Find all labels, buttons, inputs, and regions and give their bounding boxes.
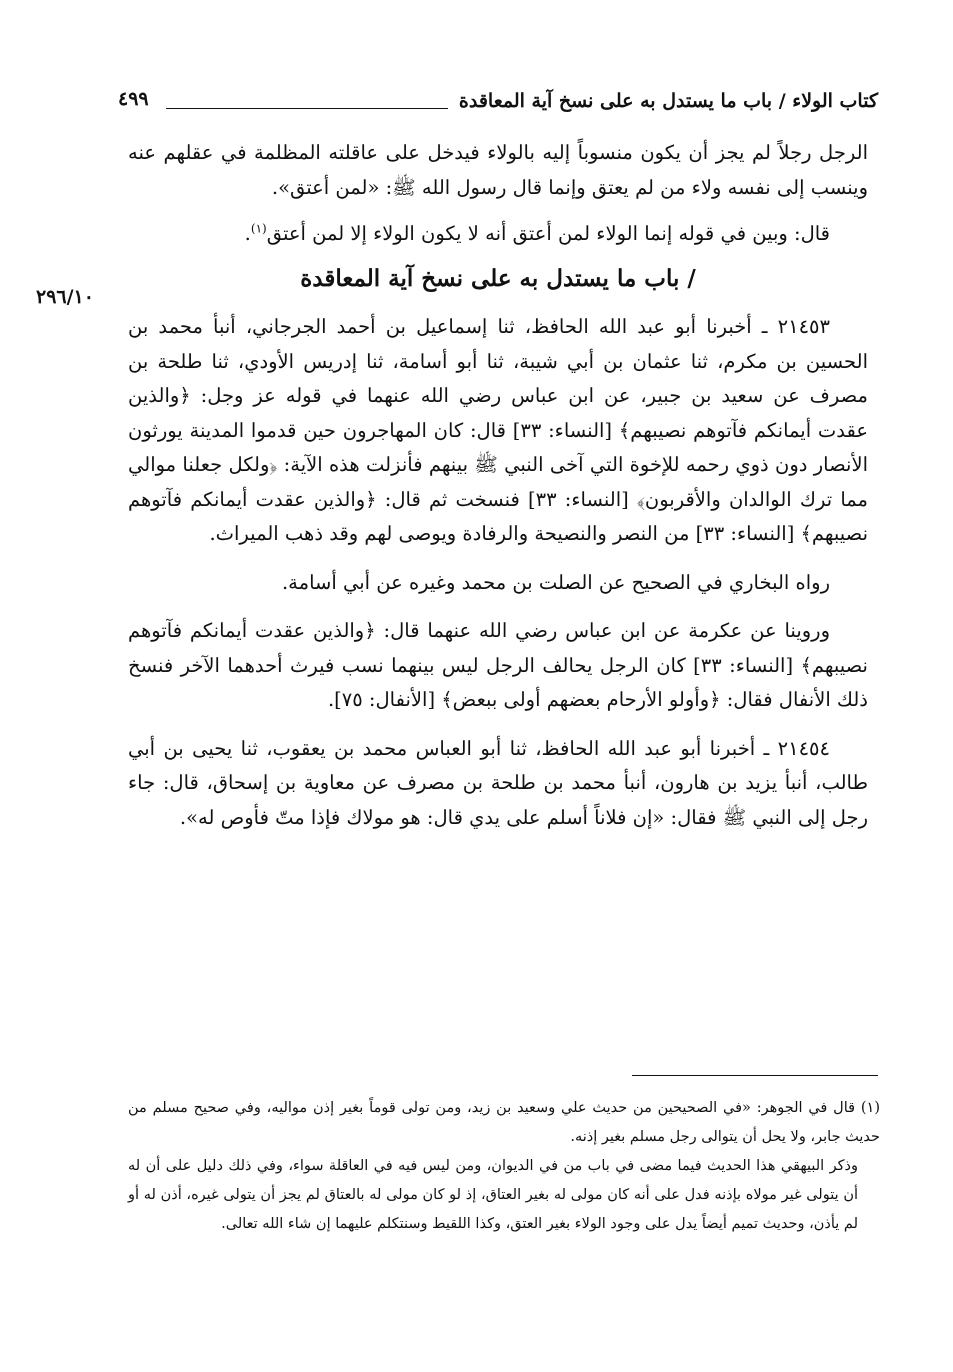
hadith-21453: ٢١٤٥٣ ـ أخبرنا أبو عبد الله الحافظ، ثنا إسماعيل بن أحمد الجرجاني، أنبأ محمد بن الحسين بن مكرم، ثنا عثمان بن أبي شيبة، ثنا أبو أسامة، ثنا إدريس الأودي، ثنا طلحة بن مصرف عن سعيد بن جبير، عن ابن عباس رضي الله عنهما في قوله عز وجل: ﴿والذين عقدت أيمانكم فآتوهم نصيبهم﴾ [النساء: ٣٣] قال: كان المهاجرون حين قدموا المدينة يورثون الأنصار دون ذوي رحمه للإخوة التي آخى النبي ﷺ بينهم فأنزلت هذه الآية: ﴿ولكل جعلنا موالي مما ترك الوالدان والأقربون﴾ [النساء: ٣٣] فنسخت ثم قال: ﴿والذين عقدت أيمانكم فآتوهم نصيبهم﴾ [النساء: ٣٣] من النصر والنصيحة والرفادة ويوصى لهم وقد ذهب الميراث. bbox=[128, 315, 868, 545]
running-header bbox=[118, 88, 878, 128]
margin-reference: ٢٩٦/١٠ bbox=[36, 286, 94, 308]
running-header-title: كتاب الولاء / باب ما يستدل به على نسخ آية المعاقدة bbox=[458, 90, 878, 112]
footnote-1: (١) قال في الجوهر: «في الصحيحين من حديث علي وسعيد بن زيد، ومن تولى قوماً بغير إذن مواليه، وفي صحيح مسلم من حديث جابر، ولا يحل أن يتوالى رجل مسلم بغير إذنه. bbox=[128, 1100, 880, 1145]
hadith-21454: ٢١٤٥٤ ـ أخبرنا أبو عبد الله الحافظ، ثنا أبو العباس محمد بن يعقوب، ثنا يحيى بن أبي طالب، أنبأ يزيد بن هارون، أنبأ محمد بن طلحة بن مصرف عن معاوية بن إسحاق، قال: جاء رجل إلى النبي ﷺ فقال: «إن فلاناً أسلم على يدي قال: هو مولاك فإذا متّ فأوص له». bbox=[128, 736, 868, 829]
header-rule bbox=[166, 108, 448, 109]
main-text bbox=[128, 136, 868, 835]
chapter-title: / باب ما يستدل به على نسخ آية المعاقدة bbox=[300, 264, 696, 292]
footnotes bbox=[128, 1094, 880, 1239]
page-number: ٤٩٩ bbox=[118, 88, 149, 110]
footnote-rule bbox=[632, 1075, 878, 1076]
paragraph-ikrima: وروينا عن عكرمة عن ابن عباس رضي الله عنهما قال: ﴿والذين عقدت أيمانكم فآتوهم نصيبهم﴾ [النساء: ٣٣] كان الرجل يحالف الرجل ليس بينهما نسب فيرث أحدهما الآخر فنسخ ذلك الأنفال فقال: ﴿وأولو الأرحام بعضهم أولى ببعض﴾ [الأنفال: ٧٥]. bbox=[128, 619, 868, 711]
paragraph-qal-text: قال: وبين في قوله إنما الولاء لمن أعتق أنه لا يكون الولاء إلا لمن أعتق bbox=[266, 222, 830, 245]
paragraph-bukhari: رواه البخاري في الصحيح عن الصلت بن محمد وغيره عن أبي أسامة. bbox=[281, 570, 830, 594]
paragraph-qal-end: . bbox=[244, 222, 251, 245]
footnote-1-continuation: وذكر البيهقي هذا الحديث فيما مضى في باب من في الديوان، ومن ليس فيه في العاقلة سواء، وفي ذلك دليل على أن له أن يتولى غير مولاه بإذنه فدل على أنه كان مولى له بغير العتاق، إذ لو كان مولى له بالعتاق لم يجز أن يتولى غيره، أذن له أو لم يأذن، وحديث تميم أيضاً يدل على وجود الولاء بغير العتق، وكذا اللقيط وسنتكلم عليهما إن شاء الله تعالى. bbox=[128, 1158, 858, 1232]
paragraph-qal bbox=[128, 217, 868, 252]
footnote-ref[interactable]: (١) bbox=[250, 221, 267, 236]
paragraph-continuation: الرجل رجلاً لم يجز أن يكون منسوباً إليه بالولاء فيدخل على عاقلته المظلمة في عقلهم عنه وينسب إلى نفسه ولاء من لم يعتق وإنما قال رسول الله ﷺ: «لمن أعتق». bbox=[128, 141, 868, 199]
